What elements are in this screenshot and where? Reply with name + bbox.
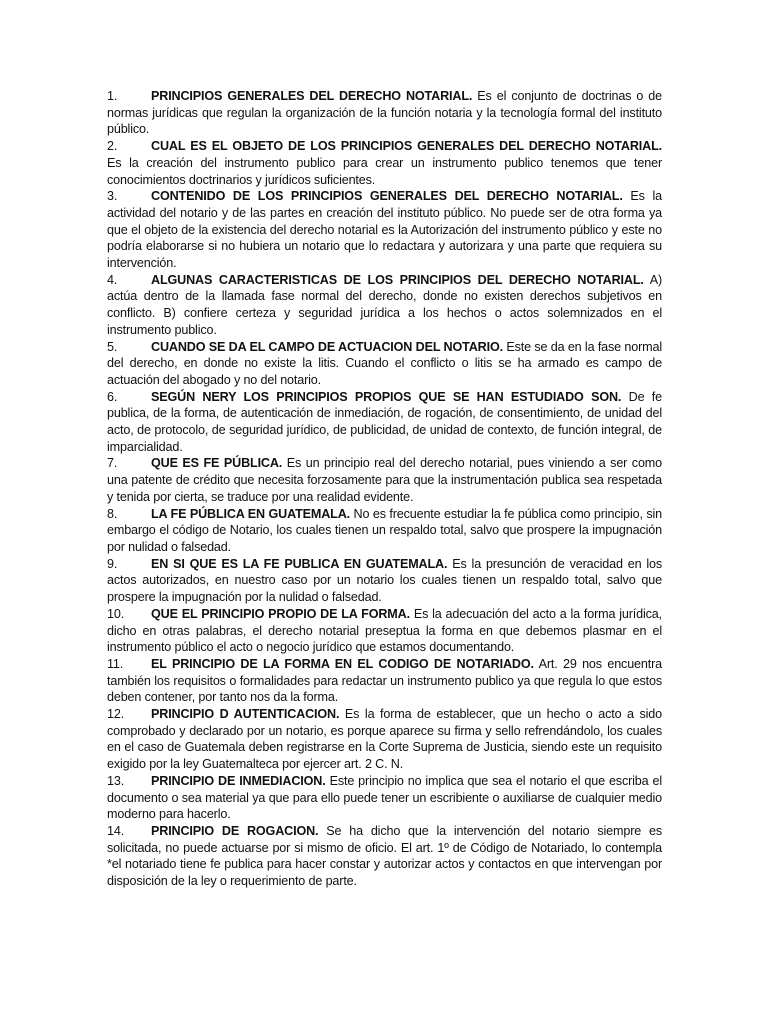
item-number: 7. [107,456,118,471]
item-heading: PRINCIPIOS GENERALES DEL DERECHO NOTARIAL. [151,89,473,103]
list-item [107,138,662,188]
item-number: 12. [107,707,125,722]
item-body: Este principio no implica que sea el notario el que escriba el documento o sea material ya que para ello puede tener un escribiente o auxiliarse de cualquier medio moderno para hacerlo. [107,773,662,822]
list-item [107,339,662,389]
list-item [107,556,662,606]
document-page [107,88,662,890]
item-number: 11. [107,656,124,671]
list-item [107,823,662,890]
item-body: Es la presunción de veracidad en los actos autorizados, en nuestro caso por un notario los cuales tienen un respaldo total, salvo que prospere la impugnación por la nulidad o falsedad. [107,556,662,605]
list-item [107,188,662,272]
item-heading: SEGÚN NERY LOS PRINCIPIOS PROPIOS QUE SE HAN ESTUDIADO SON. [151,389,622,404]
item-heading: PRINCIPIO DE INMEDIACION. [151,773,326,788]
list-item [107,88,662,138]
item-number: 8. [107,506,118,521]
item-number: 1. [107,89,118,103]
item-body: Este se da en la fase normal del derecho, en donde no existe la litis. Cuando el conflicto o litis se ha armado es campo de actuación del abogado y no del notario. [107,339,662,387]
item-heading: CUANDO SE DA EL CAMPO DE ACTUACION DEL NOTARIO. [151,339,503,354]
item-number: 3. [107,189,118,204]
item-body: A) actúa dentro de la llamada fase normal del derecho, donde no existen derechos subjetivos en conflicto. B) confiere certeza y seguridad jurídica a los hechos o actos solemnizados en el instrumento publico. [107,272,663,337]
item-body: Es la forma de establecer, que un hecho o acto a sido comprobado y declarado por un notario, es porque aparece su firma y sello refrendándolo, los cuales en el caso de Guatemala deben registrarse en la Corte Suprema de Justicia, siendo este un requisito exigido por la ley Guatemalteca por ejercer art. 2 C. N. [107,707,662,772]
item-body: Es la actividad del notario y de las partes en creación del instituto público. No puede ser de otra forma ya que el objeto de la existencia del derecho notarial es la Autorización del instrumento público y este no podría elaborarse si no hubiera un notario que lo redactara y autorizara y una parte que requiera su intervención. [107,189,662,271]
item-heading: PRINCIPIO DE ROGACION. [151,823,319,838]
item-number: 4. [107,272,118,287]
list-item [107,455,662,505]
item-heading: ALGUNAS CARACTERISTICAS DE LOS PRINCIPIOS DEL DERECHO NOTARIAL. [151,272,644,287]
item-number: 13. [107,773,125,788]
item-heading: LA FE PÚBLICA EN GUATEMALA. [151,506,351,521]
item-number: 6. [107,389,118,404]
list-item [107,706,662,773]
item-heading: CUAL ES EL OBJETO DE LOS PRINCIPIOS GENERALES DEL DERECHO NOTARIAL. [151,139,662,154]
item-number: 14. [107,823,125,838]
list-item [107,773,662,823]
item-body: Es un principio real del derecho notarial, pues viniendo a ser como una patente de crédito que necesita forzosamente para que la instrumentación publica sea respetada y tenida por cierta, se traduce por una realidad evidente. [107,456,662,504]
list-item [107,606,662,656]
item-number: 5. [107,339,118,354]
item-body: No es frecuente estudiar la fe pública como principio, sin embargo el código de Notario, los cuales tienen un respaldo total, salvo que prospere la impugnación por nulidad o falsedad. [107,506,662,554]
item-number: 9. [107,556,118,571]
item-heading: EL PRINCIPIO DE LA FORMA EN EL CODIGO DE NOTARIADO. [151,656,534,671]
item-number: 10. [107,606,125,621]
item-body: De fe publica, de la forma, de autenticación de inmediación, de rogación, de consentimiento, de unidad del acto, de protocolo, de seguridad jurídico, de publicidad, de unidad de contexto, de función integral, de imparcialidad. [107,389,662,454]
item-body: Es la creación del instrumento publico para crear un instrumento publico tenemos que tener conocimientos doctrinarios y jurídicos suficientes. [107,155,662,187]
list-item [107,656,662,706]
list-item [107,506,662,556]
list-item [107,389,662,456]
item-number: 2. [107,139,118,154]
list-item [107,272,662,339]
item-heading: PRINCIPIO D AUTENTICACION. [151,707,340,722]
item-body: Es el conjunto de doctrinas o de normas jurídicas que regulan la organización de la función notaria y la tecnología formal del instituto público. [107,89,662,137]
item-heading: CONTENIDO DE LOS PRINCIPIOS GENERALES DEL DERECHO NOTARIAL. [151,189,623,204]
item-heading: QUE ES FE PÚBLICA. [151,456,283,471]
item-body: Es la adecuación del acto a la forma jurídica, dicho en otras palabras, el derecho notarial preseptua la forma en que debemos plasmar en el instrumento público el acto o negocio jurídico que estamos documentando. [107,606,662,655]
item-body: Se ha dicho que la intervención del notario siempre es solicitada, no puede actuarse por si mismo de oficio. El art. 1º de Código de Notariado, lo contempla *el notariado tiene fe publica para hacer constar y autorizar actos y contactos en que intervengan por disposición de la ley o requerimiento de parte. [107,823,662,889]
item-heading: EN SI QUE ES LA FE PUBLICA EN GUATEMALA. [151,556,448,571]
item-body: Art. 29 nos encuentra también los requisitos o formalidades para redactar un instrumento publico ya que regula lo que estos deben contener, por tanto nos da la forma. [107,656,662,705]
item-heading: QUE EL PRINCIPIO PROPIO DE LA FORMA. [151,606,410,621]
